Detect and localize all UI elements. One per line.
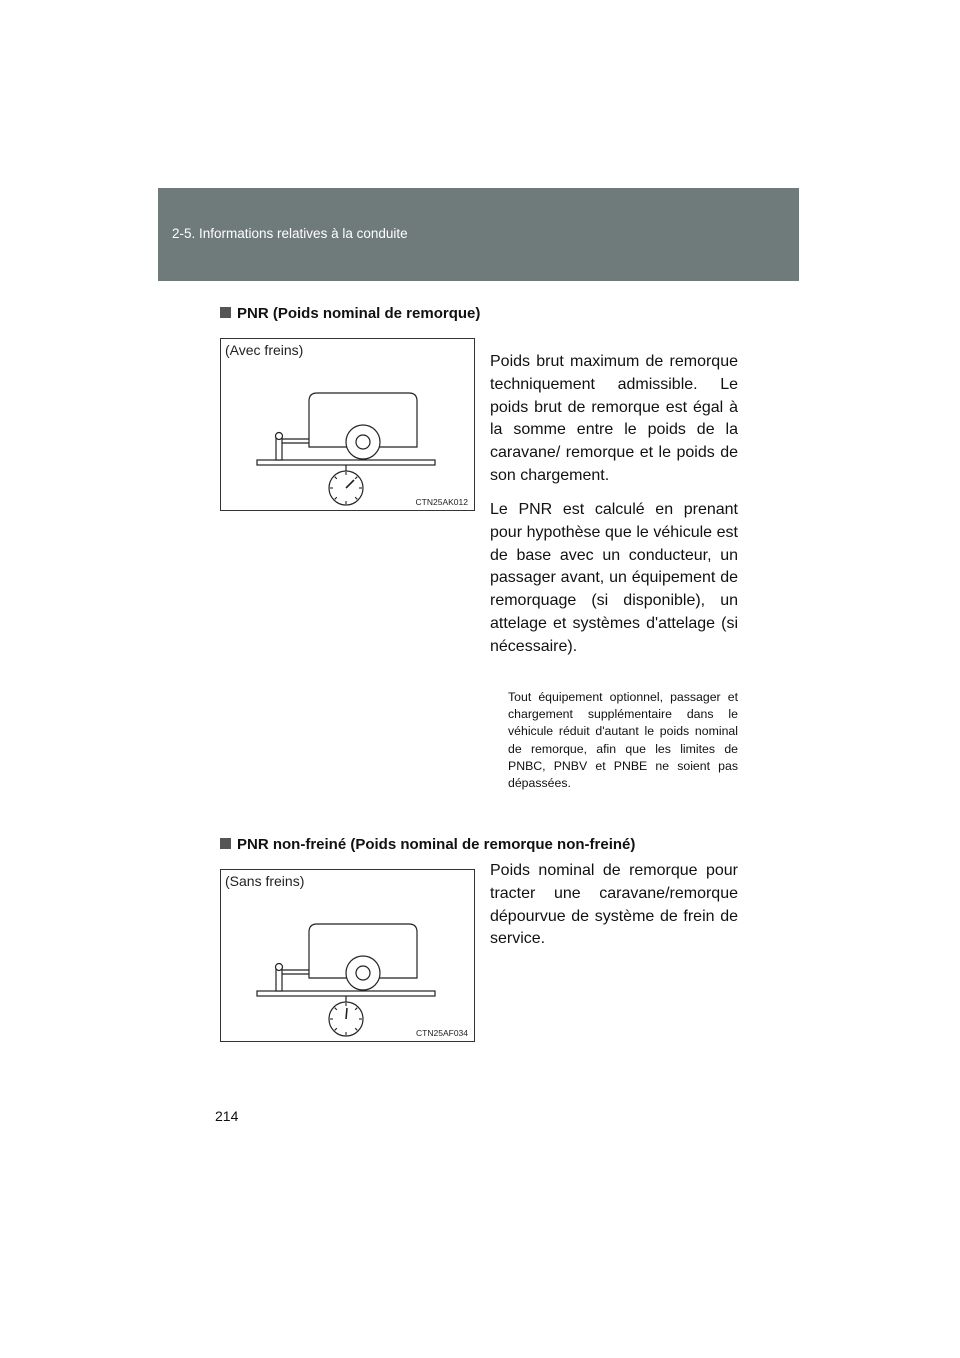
heading-pnr-text: PNR (Poids nominal de remorque) [237, 305, 481, 322]
hitch-ball [276, 964, 283, 971]
heading-pnr [220, 305, 480, 322]
trailer-scale-illustration [221, 339, 476, 512]
trailer-hub [356, 435, 370, 449]
weigh-platform [257, 991, 435, 996]
figure-trailer-with-brakes [220, 338, 475, 511]
figure-trailer-without-brakes [220, 869, 475, 1042]
note-pnr: Tout équipement optionnel, passager et chargement supplémentaire dans le véhicule réduit d'autant le poids nominal de remorque, afin que les limites de PNBC, PNBV et PNBE ne soient pas dépassées. [508, 690, 738, 791]
figure-code: CTN25AF034 [416, 1028, 468, 1038]
trailer-hub [356, 966, 370, 980]
square-bullet-icon [220, 307, 231, 318]
figure-caption: (Avec freins) [225, 342, 304, 358]
paragraph-pnr-non-freine-definition: Poids nominal de remorque pour tracter une caravane/remorque dépourvue de système de frein de service. [490, 862, 738, 948]
heading-pnr-non-freine-text: PNR non-freiné (Poids nominal de remorque non-freiné) [237, 836, 636, 853]
figure-caption: (Sans freins) [225, 873, 305, 889]
square-bullet-icon [220, 838, 231, 849]
figure-code: CTN25AK012 [415, 497, 468, 507]
page-number: 214 [215, 1108, 239, 1124]
hitch-ball [276, 433, 283, 440]
paragraph-pnr-definition: Poids brut maximum de remorque techniquement admissible. Le poids brut de remorque est égal à la somme entre le poids de la caravane/ remorque et le poids de son chargement. [490, 353, 738, 484]
section-title: 2-5. Informations relatives à la conduite [172, 226, 408, 241]
trailer-scale-illustration [221, 870, 476, 1043]
paragraph-pnr-calculation: Le PNR est calculé en prenant pour hypothèse que le véhicule est de base avec un conducteur, un passager avant, un équipement de remorquage (si disponible), un attelage et systèmes d'attelage (si nécessaire). [490, 501, 738, 655]
weigh-platform [257, 460, 435, 465]
gauge-needle [346, 1008, 347, 1019]
heading-pnr-non-freine [220, 836, 635, 853]
